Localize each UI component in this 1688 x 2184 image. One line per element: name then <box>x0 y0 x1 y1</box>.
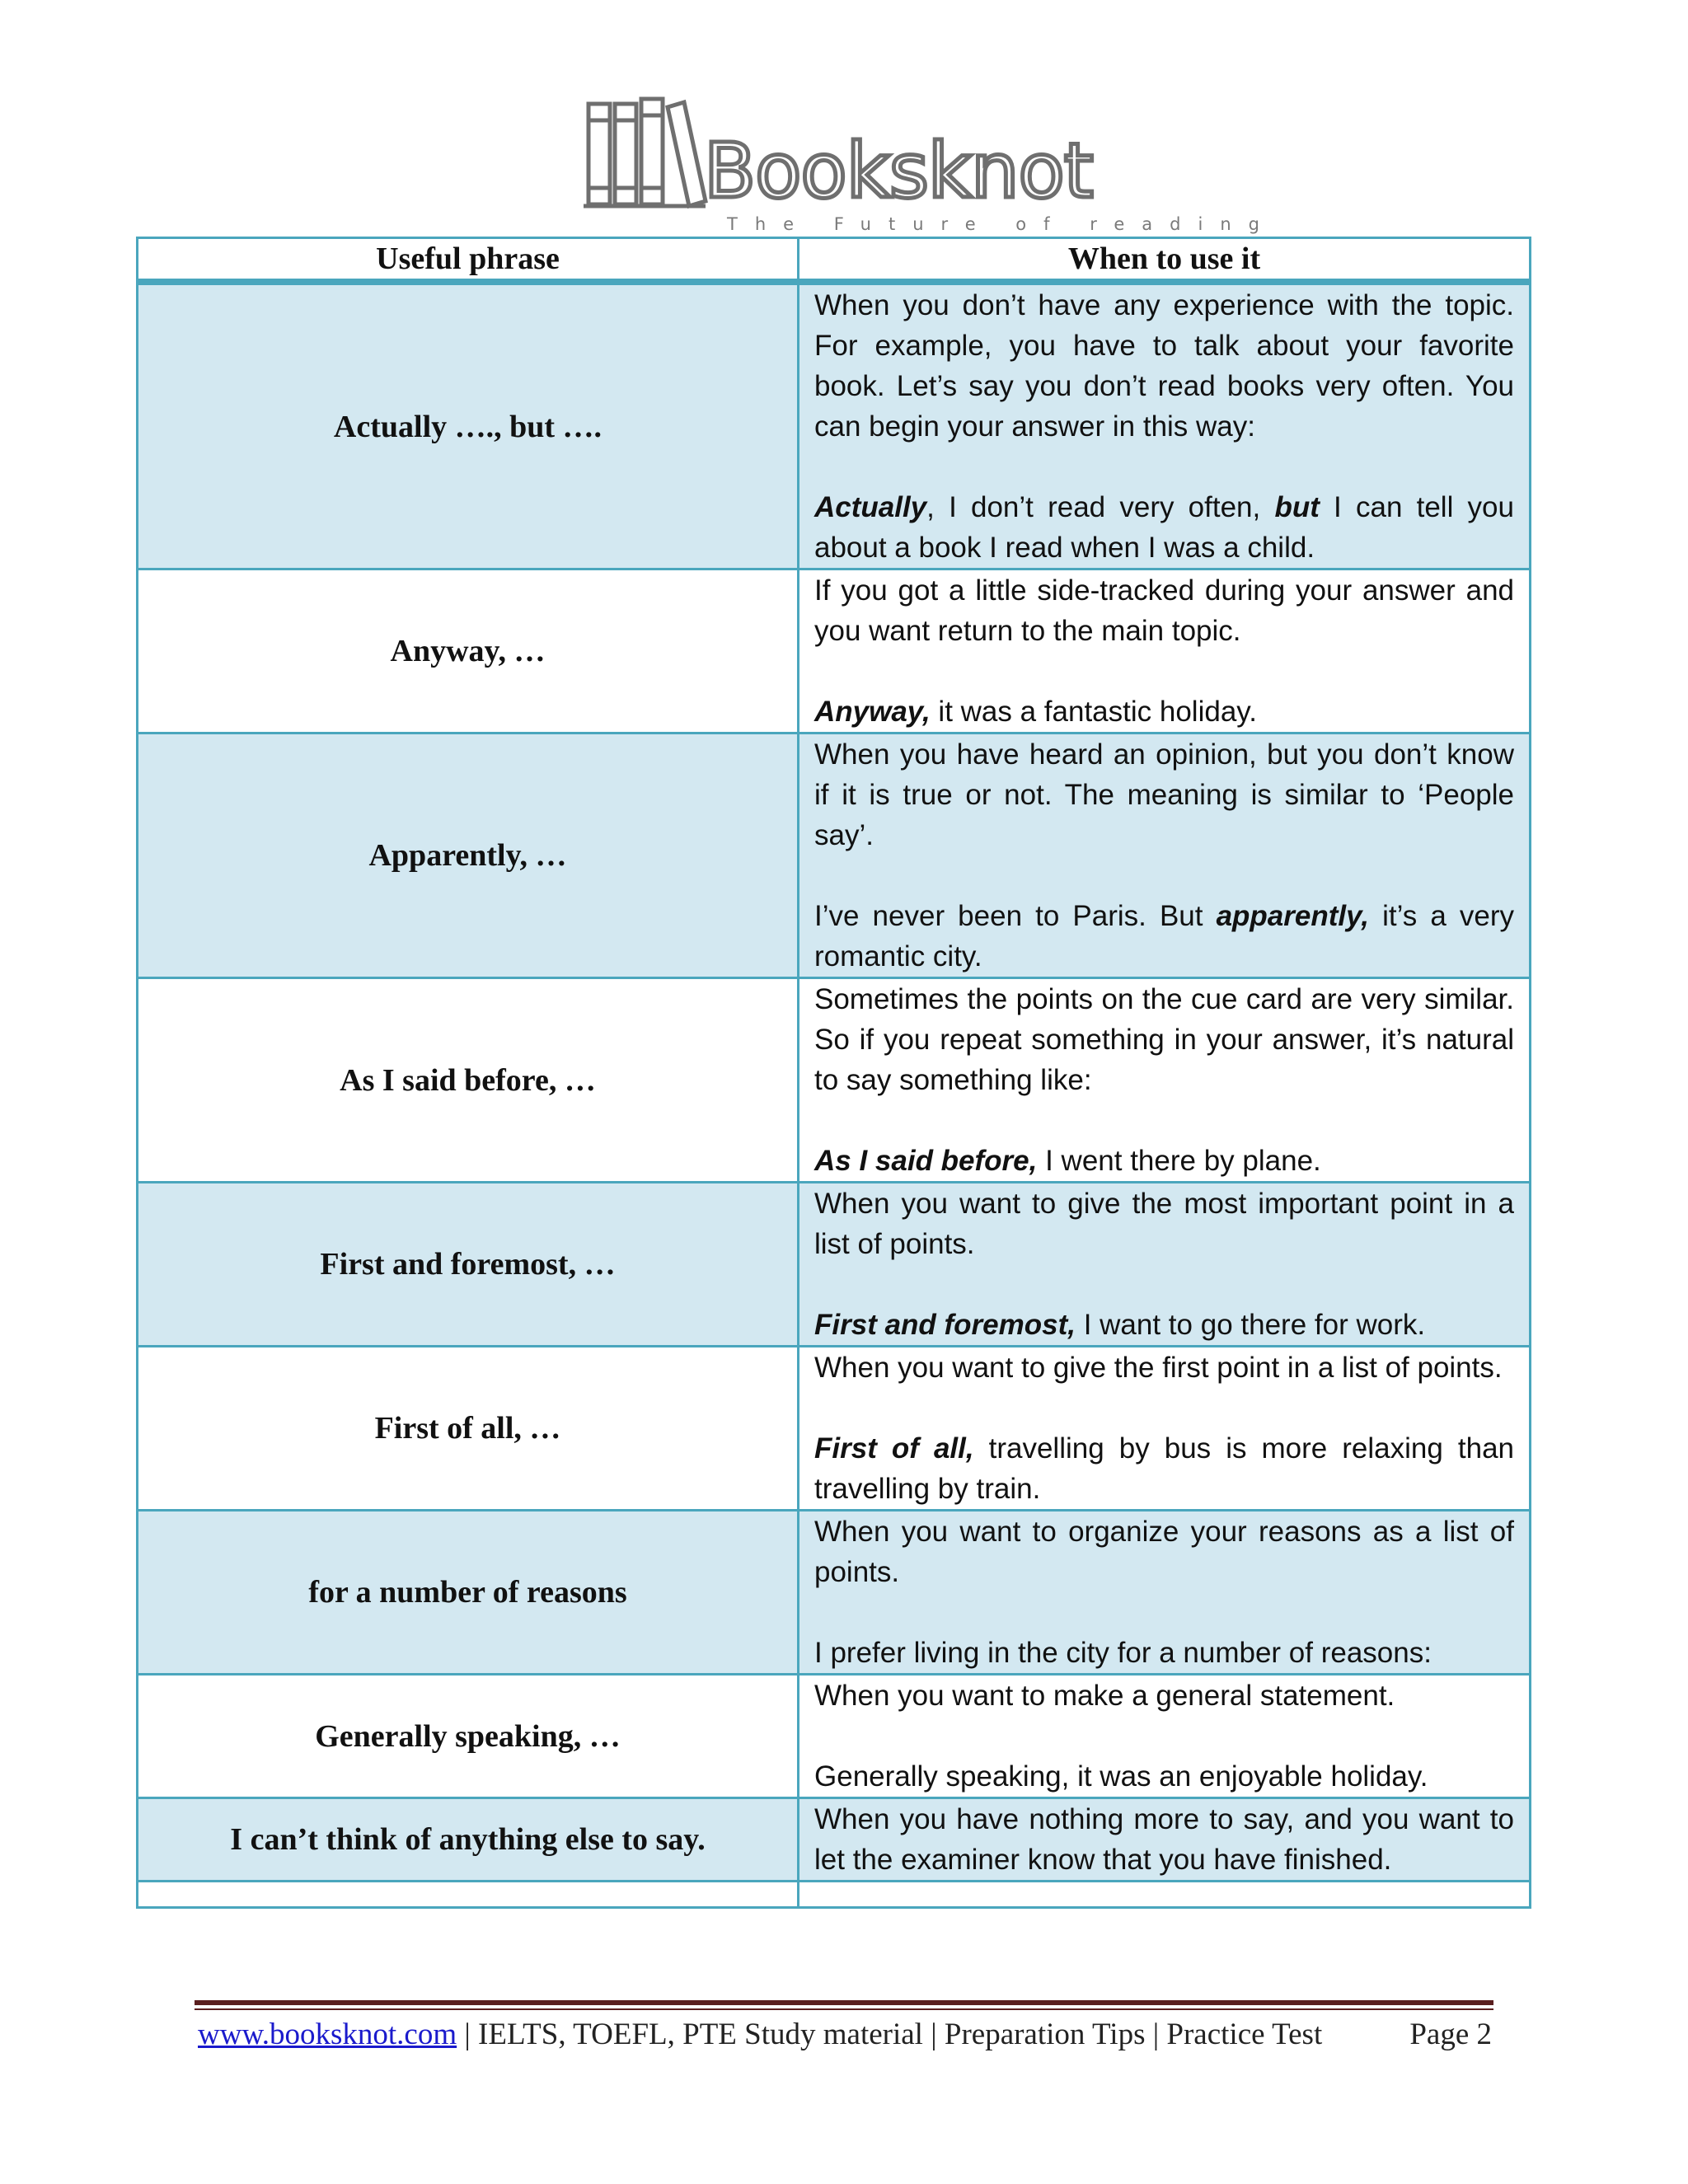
usage-description: When you don’t have any experience with the topic. For example, you have to talk about your favorite book. Let’s say you don’t read books very often. You can begin your answer in this way: <box>814 289 1514 443</box>
usage-cell <box>799 569 1531 733</box>
example-segment: for a number of reasons: <box>1117 1637 1432 1669</box>
usage-description: When you have nothing more to say, and you want to let the examiner know that you have finished. <box>814 1803 1514 1876</box>
table-body <box>138 282 1531 1908</box>
example-segment: Generally speaking, <box>814 1760 1070 1793</box>
table-row <box>138 1511 1531 1675</box>
example-segment: First and foremost, <box>814 1309 1076 1341</box>
usage-example <box>814 1428 1514 1509</box>
example-segment: Anyway, <box>814 696 931 728</box>
usage-description: Sometimes the points on the cue card are very similar. So if you repeat something in your answer, it’s natural to say something like: <box>814 983 1514 1096</box>
table-row <box>138 1183 1531 1347</box>
usage-cell <box>799 1511 1531 1675</box>
example-segment: As I said before, <box>814 1145 1038 1177</box>
logo-tagline: The Future of reading <box>727 214 1277 234</box>
footer-text: | IELTS, TOEFL, PTE Study material | Preparation Tips | Practice Test <box>457 2018 1323 2051</box>
table-row <box>138 1798 1531 1882</box>
usage-description: When you want to give the most important point in a list of points. <box>814 1188 1514 1260</box>
phrase-cell: Actually …., but …. <box>138 282 799 569</box>
example-segment: but <box>1274 491 1320 523</box>
example-segment: it’s a very romantic city. <box>814 900 1514 972</box>
usage-example <box>814 487 1514 568</box>
table-row <box>138 1882 1531 1908</box>
usage-cell <box>799 1347 1531 1511</box>
usage-cell <box>799 978 1531 1183</box>
example-segment: I’ve never been to Paris. But <box>814 900 1217 932</box>
example-segment: it was an enjoyable holiday. <box>1069 1760 1428 1793</box>
usage-description: When you want to organize your reasons as a list of points. <box>814 1516 1514 1588</box>
logo-wordmark: Booksknot <box>704 127 1093 215</box>
usage-description: When you have heard an opinion, but you don’t know if it is true or not. The meaning is similar to ‘People say’. <box>814 738 1514 851</box>
example-segment: I went there by plane. <box>1037 1145 1321 1177</box>
phrase-cell: Generally speaking, … <box>138 1675 799 1798</box>
phrase-cell <box>138 1882 799 1908</box>
usage-example <box>814 1305 1514 1345</box>
table-row <box>138 978 1531 1183</box>
booksknot-logo <box>582 96 1277 236</box>
table-row <box>138 282 1531 569</box>
example-segment: travelling by bus is more relaxing than travelling by train. <box>814 1432 1514 1505</box>
footer-rule-thin <box>195 2008 1493 2010</box>
table-row <box>138 733 1531 978</box>
phrase-table <box>136 237 1531 1909</box>
phrase-cell: I can’t think of anything else to say. <box>138 1798 799 1882</box>
example-segment: First of all, <box>814 1432 974 1465</box>
phrase-cell: for a number of reasons <box>138 1511 799 1675</box>
column-header-usage: When to use it <box>799 238 1531 283</box>
example-segment: I can tell you about a book I read when I was a child. <box>814 491 1514 564</box>
usage-example <box>814 896 1514 977</box>
phrase-cell: First of all, … <box>138 1347 799 1511</box>
example-segment: , I don’t read very often, <box>926 491 1275 523</box>
phrase-cell: Anyway, … <box>138 569 799 733</box>
website-link[interactable]: www.booksknot.com <box>198 2018 457 2051</box>
usage-cell <box>799 1675 1531 1798</box>
phrase-cell: First and foremost, … <box>138 1183 799 1347</box>
table-row <box>138 569 1531 733</box>
usage-cell <box>799 1183 1531 1347</box>
usage-description: If you got a little side-tracked during your answer and you want return to the main topic. <box>814 574 1514 647</box>
page-footer <box>198 2014 1492 2055</box>
usage-example <box>814 1633 1514 1673</box>
table-row <box>138 1675 1531 1798</box>
phrase-cell: Apparently, … <box>138 733 799 978</box>
usage-description: When you want to give the first point in a list of points. <box>814 1352 1503 1384</box>
footer-rule <box>195 2000 1493 2005</box>
usage-description: When you want to make a general statement. <box>814 1680 1395 1712</box>
usage-cell <box>799 733 1531 978</box>
usage-example <box>814 691 1514 732</box>
column-header-phrase: Useful phrase <box>138 238 799 283</box>
example-segment: it was a fantastic holiday. <box>930 696 1257 728</box>
table-header-row <box>138 238 1531 283</box>
usage-example <box>814 1756 1514 1797</box>
table-row <box>138 1347 1531 1511</box>
usage-cell <box>799 1882 1531 1908</box>
example-segment: I want to go there for work. <box>1075 1309 1426 1341</box>
example-segment: Actually <box>814 491 927 523</box>
usage-example <box>814 1141 1514 1181</box>
usage-cell <box>799 1798 1531 1882</box>
page-number: Page 2 <box>1409 2018 1492 2051</box>
example-segment: I prefer living in the city <box>814 1637 1118 1669</box>
phrase-cell: As I said before, … <box>138 978 799 1183</box>
example-segment: apparently, <box>1216 900 1370 932</box>
usage-cell <box>799 282 1531 569</box>
